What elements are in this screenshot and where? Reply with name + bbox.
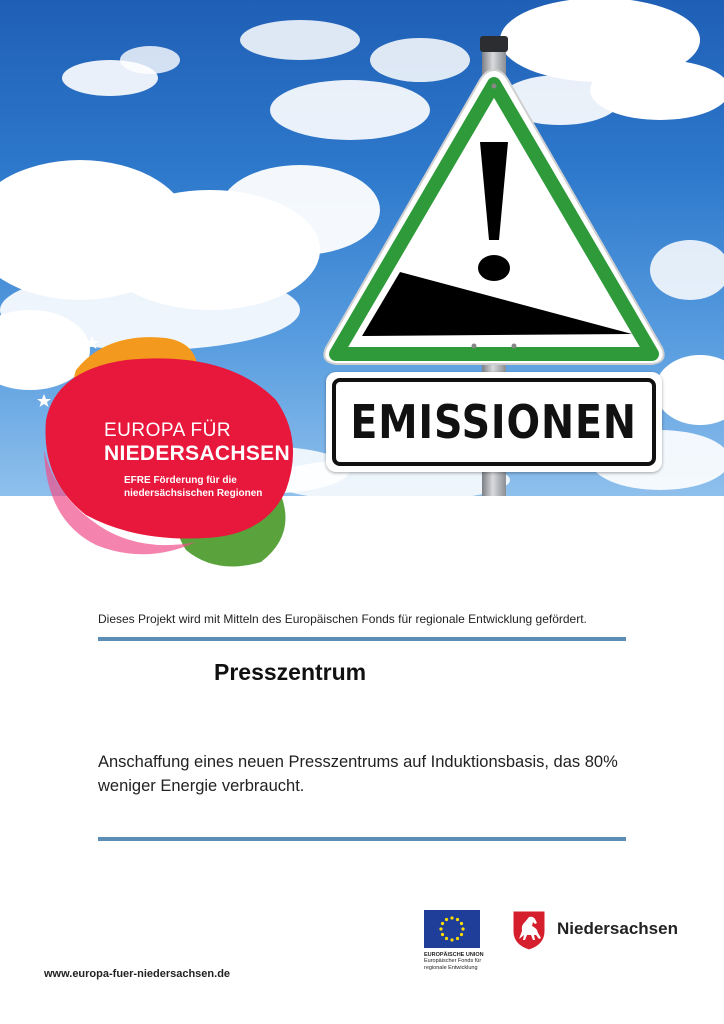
project-description: Anschaffung eines neuen Presszentrums auf Induktionsbasis, das 80% weniger Energie verbraucht.: [98, 753, 618, 795]
eu-flag-icon: [424, 910, 480, 948]
niedersachsen-horse-icon: [511, 909, 547, 951]
project-title: Presszentrum: [214, 659, 367, 685]
divider-top: [98, 637, 626, 641]
emission-sign-label: EMISSIONEN: [350, 395, 638, 449]
eu-logo: [424, 910, 484, 972]
eu-label: EUROPÄISCHE UNION: [424, 952, 484, 958]
funding-notice: Dieses Projekt wird mit Mitteln des Europäischen Fonds für regionale Entwicklung gefördert.: [98, 612, 587, 626]
efre-logo: [36, 330, 306, 570]
logo-title-line1: EUROPA FÜR: [104, 420, 232, 441]
logo-subtitle: [124, 474, 274, 500]
emission-sign-frame: [332, 378, 656, 466]
sign-pole-cap: [480, 36, 508, 52]
warning-sign: [318, 62, 670, 370]
niedersachsen-label: Niedersachsen: [557, 919, 678, 938]
logo-title-line2: NIEDERSACHSEN: [104, 442, 290, 465]
divider-bottom: [98, 837, 626, 841]
star-icons: [36, 330, 126, 420]
logo-subtitle-line1: EFRE Förderung für die: [124, 475, 237, 486]
eu-fund-label: Europäischer Fonds für regionale Entwicklung: [424, 958, 482, 971]
website-link[interactable]: www.europa-fuer-niedersachsen.de: [44, 968, 231, 980]
emission-sign: [326, 372, 662, 472]
logo-subtitle-line2: niedersächsischen Regionen: [124, 488, 263, 499]
